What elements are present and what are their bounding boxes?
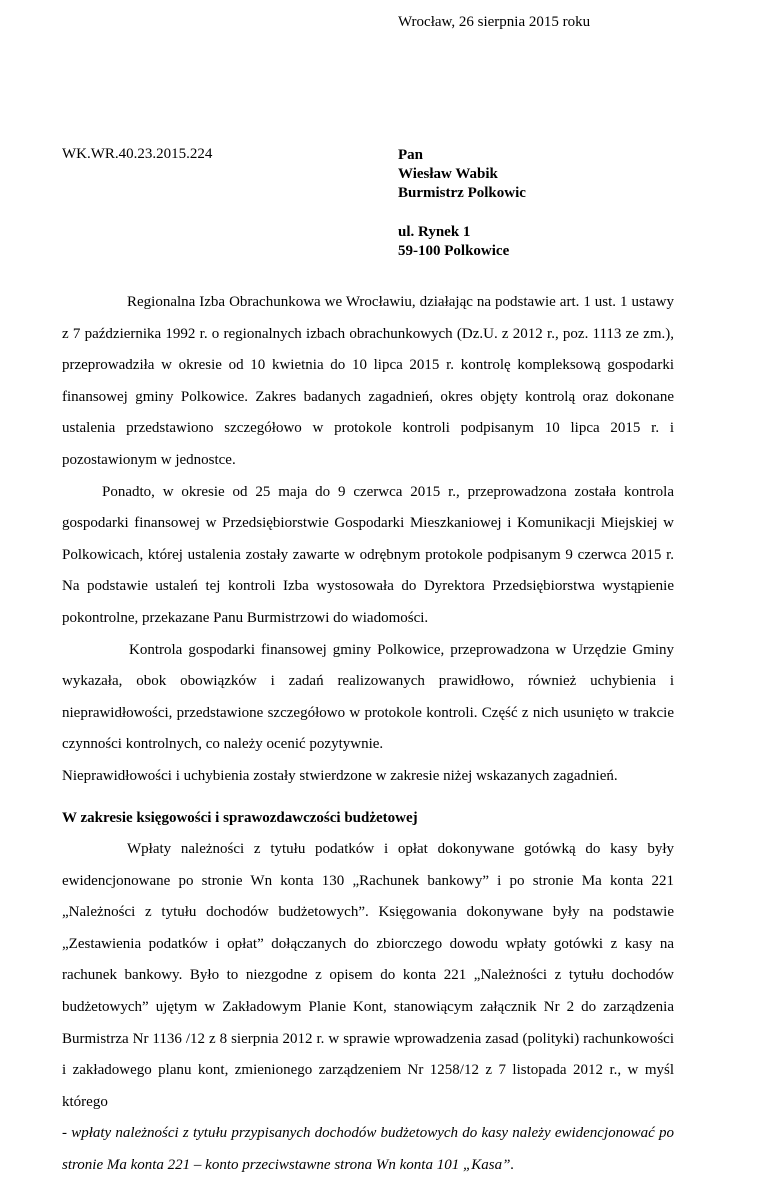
addressee-name: Wiesław Wabik (398, 166, 498, 182)
letter-body (62, 287, 674, 1182)
addressee-title: Burmistrz Polkowic (398, 185, 526, 201)
section-heading: W zakresie księgowości i sprawozdawczości budżetowej (62, 809, 418, 826)
paragraph-4: Nieprawidłowości i uchybienia zostały stwierdzone w zakresie niżej wskazanych zagadnień. (62, 767, 618, 784)
letter-date: Wrocław, 26 sierpnia 2015 roku (398, 14, 591, 30)
addressee-city: 59-100 Polkowice (398, 243, 510, 259)
addressee-block (398, 146, 526, 261)
paragraph-5-quote: - wpłaty należności z tytułu przypisanych dochodów budżetowych do kasy należy ewidencjonować po stronie Ma konta 221 – konto przeciwstawne strona Wn konta 101 „Kasa”. (62, 1125, 674, 1174)
paragraph-2: Ponadto, w okresie od 25 maja do 9 czerwca 2015 r., przeprowadzona została kontrola gospodarki finansowej w Przedsiębiorstwie Gospodarki Mieszkaniowej i Komunikacji Miejskiej w Polkowicach, której ustalenia zostały zawarte w odrębnym protokole podpisanym 9 czerwca 2015 r. Na podstawie ustaleń tej kontroli Izba wystosowała do Dyrektora Przedsiębiorstwa wystąpienie pokontrolne, przekazane Panu Burmistrzowi do wiadomości. (62, 483, 674, 626)
paragraph-1: Regionalna Izba Obrachunkowa we Wrocławiu, działając na podstawie art. 1 ust. 1 ustawy z 7 października 1992 r. o regionalnych izbach obrachunkowych (Dz.U. z 2012 r., poz. 1113 ze zm.), przeprowadziła w okresie od 10 kwietnia do 10 lipca 2015 r. kontrolę kompleksową gospodarki finansowej gminy Polkowice. Zakres badanych zagadnień, okres objęty kontrolą oraz dokonane ustalenia przedstawiono szczegółowo w protokole kontroli podpisanym 10 lipca 2015 r. i pozostawionym w jednostce. (62, 294, 674, 468)
addressee-street: ul. Rynek 1 (398, 224, 471, 240)
paragraph-3: Kontrola gospodarki finansowej gminy Polkowice, przeprowadzona w Urzędzie Gminy wykazała, obok obowiązków i zadań realizowanych prawidłowo, również uchybienia i nieprawidłowości, przedstawione szczegółowo w protokole kontroli. Część z nich usunięto w trakcie czynności kontrolnych, co należy ocenić pozytywnie. (62, 641, 674, 753)
addressee-salutation: Pan (398, 147, 424, 163)
paragraph-5: Wpłaty należności z tytułu podatków i opłat dokonywane gotówką do kasy były ewidencjonowane po stronie Wn konta 130 „Rachunek bankowy” i po stronie Ma konta 221 „Należności z tytułu dochodów budżetowych”. Księgowania dokonywane były na podstawie „Zestawienia podatków i opłat” dołączanych do zbiorczego dowodu wpłaty gotówki z kasy na rachunek bankowy. Było to niezgodne z opisem do konta 221 „Należności z tytułu dochodów budżetowych” ujętym w Zakładowym Planie Kont, stanowiącym załącznik Nr 2 do zarządzenia Burmistrza Nr 1136 /12 z 8 sierpnia 2012 r. w sprawie wprowadzenia zasad (polityki) rachunkowości i zakładowego planu kont, zmienionego zarządzeniem Nr 1258/12 z 7 listopada 2012 r., w myśl którego (62, 841, 674, 1110)
reference-number: WK.WR.40.23.2015.224 (62, 146, 213, 162)
